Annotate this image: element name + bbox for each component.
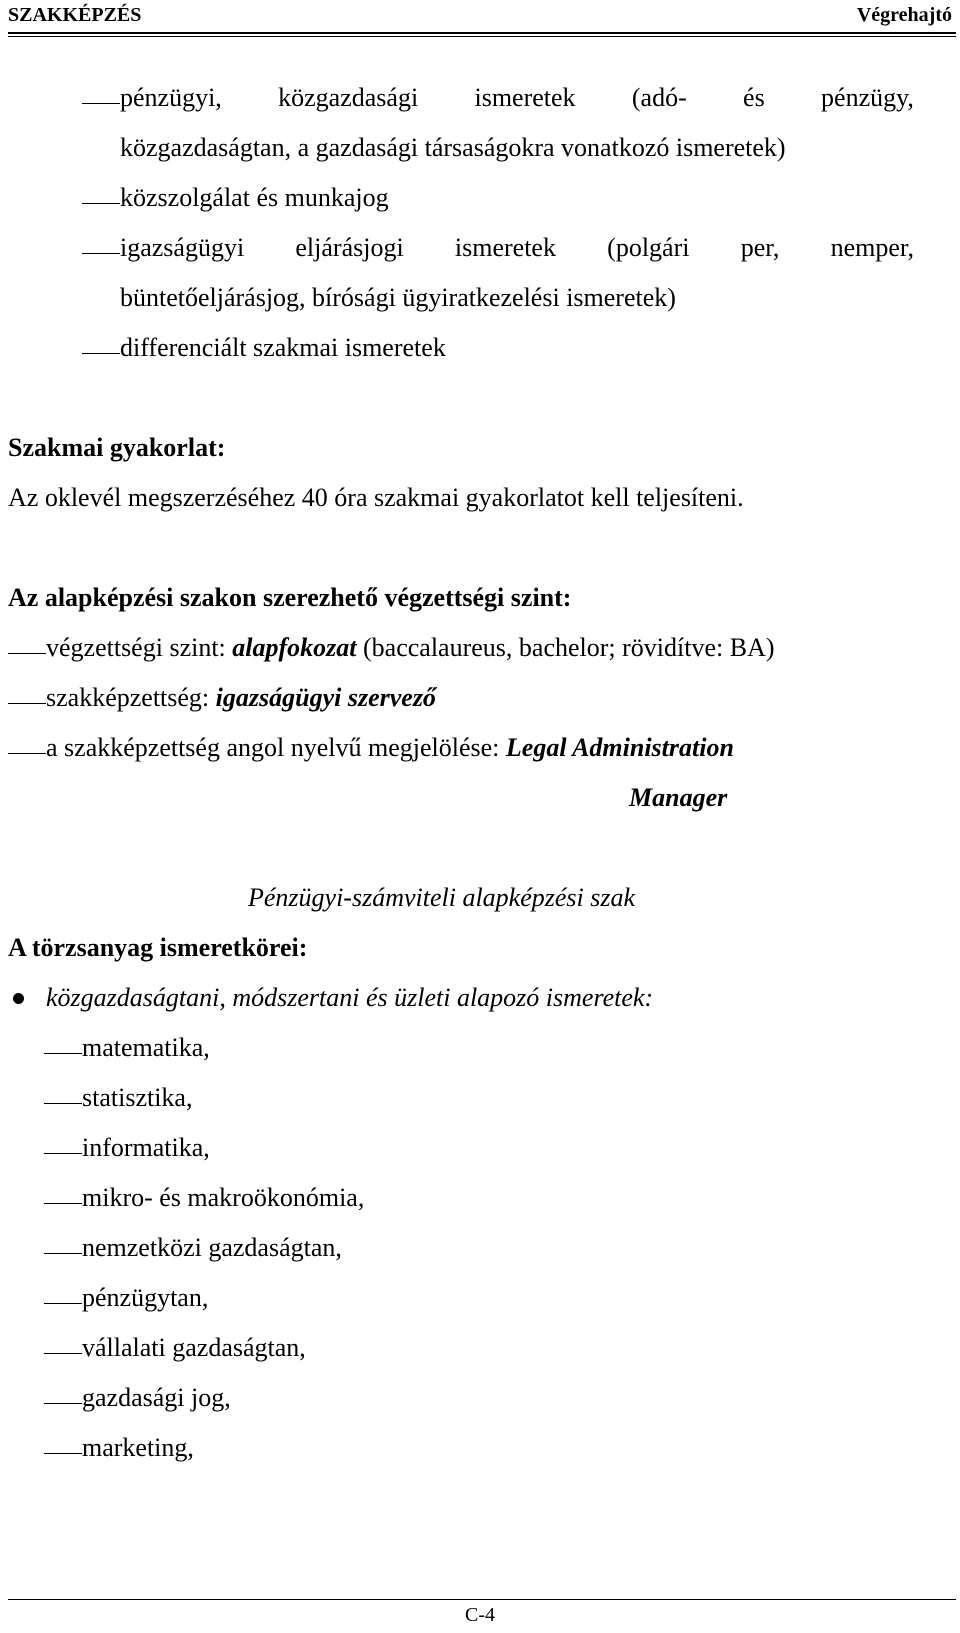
bullet-icon [13,993,24,1004]
dash-icon [44,1303,82,1304]
dash-icon [44,1103,82,1104]
english-name-value-line-2: Manager [629,783,728,812]
footer-rule [8,1599,956,1600]
english-name-line: a szakképzettség angol nyelvű megjelölése: Legal Administration [46,733,734,762]
dash-icon [82,353,120,354]
list-item: pénzügytan, [82,1283,209,1312]
dash-icon [44,1353,82,1354]
list-item-3-line-2: büntetőeljárásjog, bírósági ügyiratkezelési ismeretek) [120,283,676,312]
degree-heading: Az alapképzési szakon szerezhető végzettségi szint: [8,583,572,612]
practice-heading: Szakmai gyakorlat: [8,433,226,462]
list-item: informatika, [82,1133,210,1162]
dash-icon [44,1253,82,1254]
list-item: vállalati gazdaságtan, [82,1333,306,1362]
list-item: statisztika, [82,1083,193,1112]
list-item: matematika, [82,1033,210,1062]
list-item-2: közszolgálat és munkajog [120,183,389,212]
list-item: marketing, [82,1433,194,1462]
list-item-4: differenciált szakmai ismeretek [120,333,446,362]
core-heading: A törzsanyag ismeretkörei: [8,933,308,962]
bullet-item: közgazdaságtani, módszertani és üzleti alapozó ismeretek: [46,983,654,1012]
dash-icon [8,653,46,654]
dash-icon [44,1453,82,1454]
practice-text: Az oklevél megszerzéséhez 40 óra szakmai gyakorlatot kell teljesíteni. [8,483,744,512]
header-rule [8,32,956,37]
dash-icon [44,1203,82,1204]
qualification-value: igazságügyi szervező [215,683,436,712]
dash-icon [8,703,46,704]
english-name-value: Legal Administration [505,733,734,762]
dash-icon [44,1053,82,1054]
header-left: SZAKKÉPZÉS [8,4,142,26]
list-item-1-line-2: közgazdaságtan, a gazdasági társaságokra vonatkozó ismeretek) [120,133,786,162]
program-title: Pénzügyi-számviteli alapképzési szak [248,883,636,912]
dash-icon [44,1403,82,1404]
degree-level-line: végzettségi szint: alapfokozat (baccalaureus, bachelor; rövidítve: BA) [46,633,775,662]
page-number: C-4 [465,1604,495,1626]
dash-icon [44,1153,82,1154]
list-item: gazdasági jog, [82,1383,231,1412]
dash-icon [82,253,120,254]
header-right: Végrehajtó [856,4,952,26]
list-item: nemzetközi gazdaságtan, [82,1233,342,1262]
degree-level-value: alapfokozat [232,633,357,662]
qualification-line: szakképzettség: igazságügyi szervező [46,683,436,712]
dash-icon [8,753,46,754]
dash-icon [82,103,120,104]
list-item: mikro- és makroökonómia, [82,1183,365,1212]
list-item-1-line-1: pénzügyi, közgazdasági ismeretek (adó- és pénzügy, [120,83,914,112]
dash-icon [82,203,120,204]
list-item-3-line-1: igazságügyi eljárásjogi ismeretek (polgári per, nemper, [120,233,914,262]
